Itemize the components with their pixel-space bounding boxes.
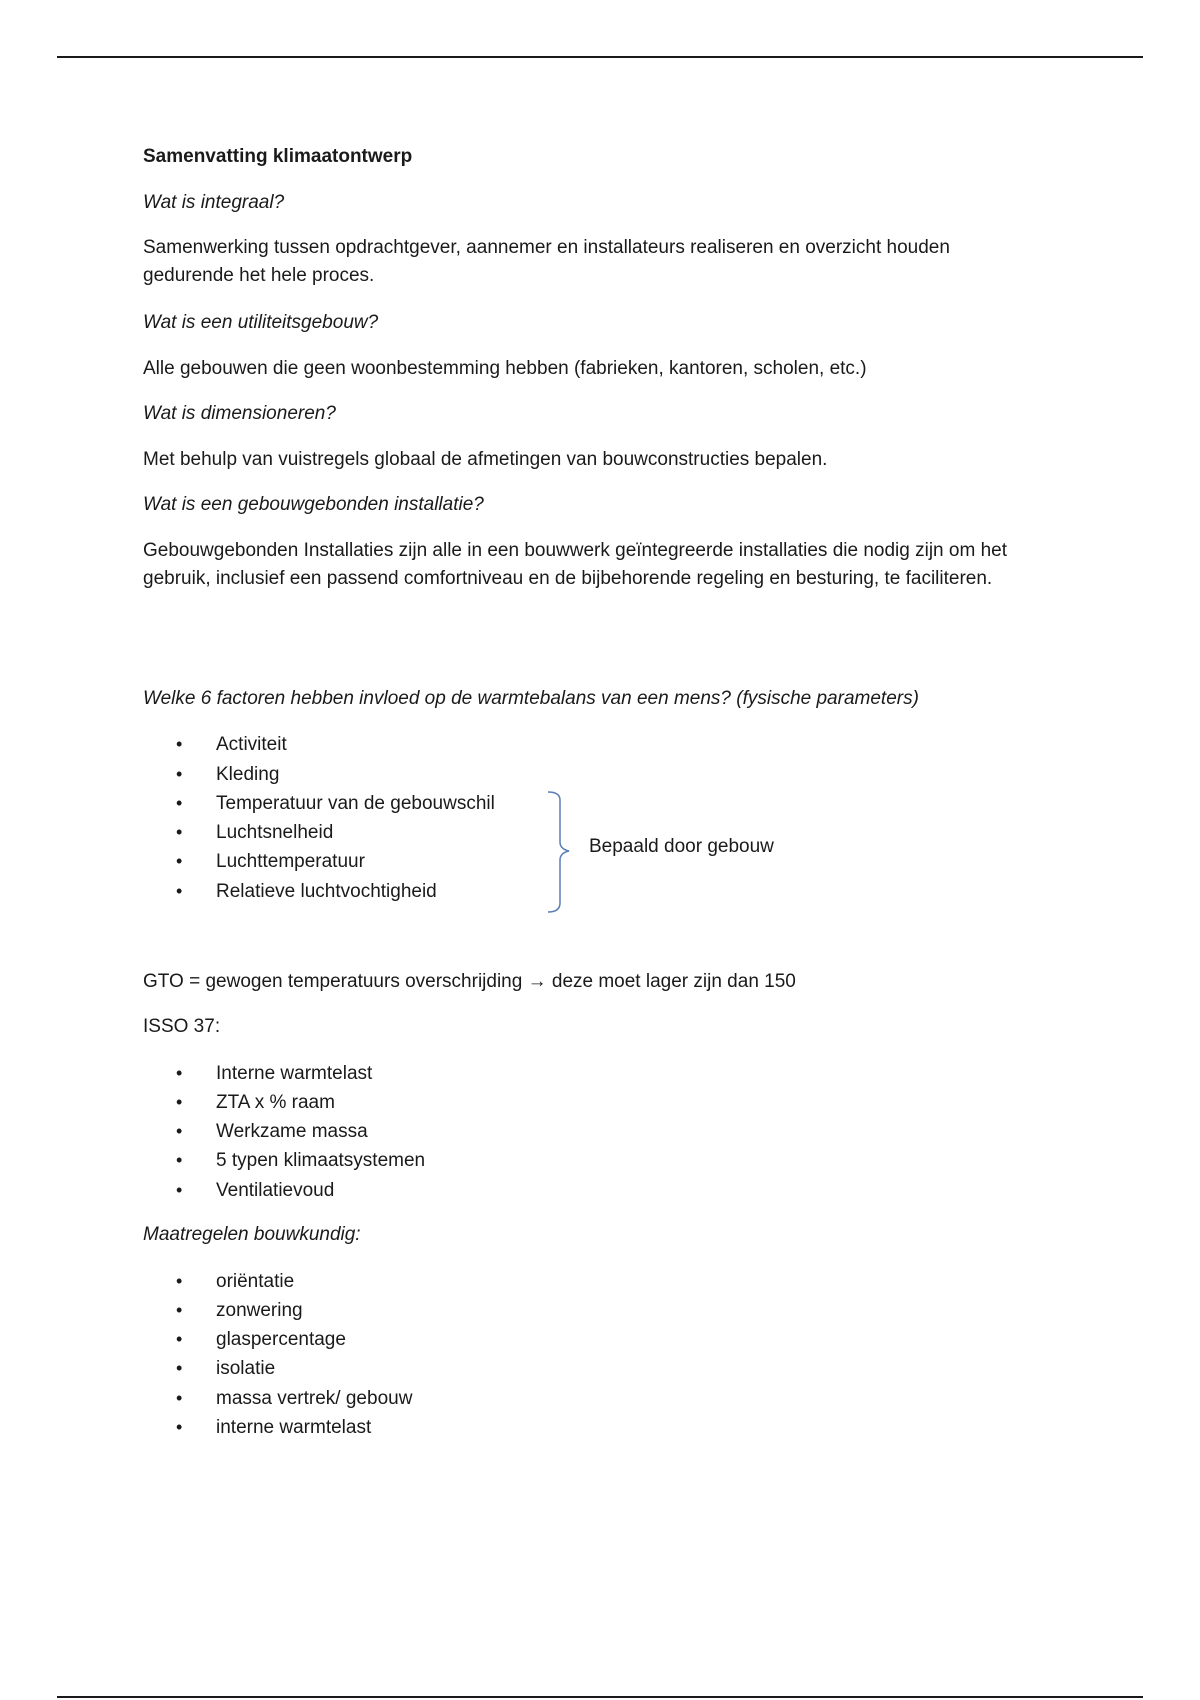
bullet: • — [176, 822, 183, 842]
isso-item: • Interne warmtelast — [176, 1059, 372, 1088]
curly-brace — [546, 790, 570, 915]
factor-item: • Luchttemperatuur — [176, 847, 365, 876]
maatregel-item: • glaspercentage — [176, 1325, 346, 1354]
bullet: • — [176, 1388, 183, 1408]
question-utiliteitsgebouw: Wat is een utiliteitsgebouw? — [143, 312, 379, 333]
isso-item: • Werkzame massa — [176, 1117, 368, 1146]
factor-item: • Kleding — [176, 760, 279, 789]
factor-item: • Activiteit — [176, 730, 287, 759]
factors-question: Welke 6 factoren hebben invloed op de warmtebalans van een mens? (fysische parameters) — [143, 688, 919, 709]
bullet: • — [176, 1300, 183, 1320]
factor-item: • Luchtsnelheid — [176, 818, 333, 847]
bullet: • — [176, 1417, 183, 1437]
isso-item: • ZTA x % raam — [176, 1088, 335, 1117]
bullet: • — [176, 1150, 183, 1170]
bullet: • — [176, 1180, 183, 1200]
document-title: Samenvatting klimaatontwerp — [143, 146, 413, 167]
bullet: • — [176, 1329, 183, 1349]
question-dimensioneren: Wat is dimensioneren? — [143, 403, 336, 424]
bullet: • — [176, 764, 183, 784]
maatregelen-heading: Maatregelen bouwkundig: — [143, 1224, 361, 1245]
bullet: • — [176, 1121, 183, 1141]
answer-utiliteitsgebouw: Alle gebouwen die geen woonbestemming hebben (fabrieken, kantoren, scholen, etc.) — [143, 358, 867, 379]
bullet: • — [176, 1092, 183, 1112]
question-gebouwgebonden-installatie: Wat is een gebouwgebonden installatie? — [143, 494, 484, 515]
answer-gebouwgebonden-installatie: Gebouwgebonden Installaties zijn alle in een bouwwerk geïntegreerde installaties die nodig zijn om het gebruik, inclusief een passend comfortniveau en de bijbehorende regeling en besturing, te faciliteren. — [143, 540, 1007, 589]
question-integraal: Wat is integraal? — [143, 192, 285, 213]
bullet: • — [176, 881, 183, 901]
bullet: • — [176, 793, 183, 813]
gto-definition: GTO = gewogen temperatuurs overschrijding → deze moet lager zijn dan 150 — [143, 971, 796, 992]
answer-integraal: Samenwerking tussen opdrachtgever, aannemer en installateurs realiseren en overzicht houden gedurende het hele proces. — [143, 237, 950, 286]
maatregel-item: • massa vertrek/ gebouw — [176, 1384, 412, 1413]
maatregel-item: • zonwering — [176, 1296, 303, 1325]
factor-item: • Relatieve luchtvochtigheid — [176, 877, 437, 906]
bullet: • — [176, 734, 183, 754]
maatregel-item: • interne warmtelast — [176, 1413, 371, 1442]
bullet: • — [176, 1271, 183, 1291]
factor-item: • Temperatuur van de gebouwschil — [176, 789, 495, 818]
isso-item: • Ventilatievoud — [176, 1176, 334, 1205]
maatregel-item: • oriëntatie — [176, 1267, 294, 1296]
isso-item: • 5 typen klimaatsystemen — [176, 1146, 425, 1175]
bullet: • — [176, 851, 183, 871]
answer-dimensioneren: Met behulp van vuistregels globaal de afmetingen van bouwconstructies bepalen. — [143, 449, 828, 470]
maatregel-item: • isolatie — [176, 1354, 275, 1383]
isso-heading: ISSO 37: — [143, 1016, 221, 1037]
footer-rule — [57, 1696, 1143, 1698]
bullet: • — [176, 1358, 183, 1378]
brace-label: Bepaald door gebouw — [589, 836, 774, 857]
header-rule — [57, 56, 1143, 58]
bullet: • — [176, 1063, 183, 1083]
